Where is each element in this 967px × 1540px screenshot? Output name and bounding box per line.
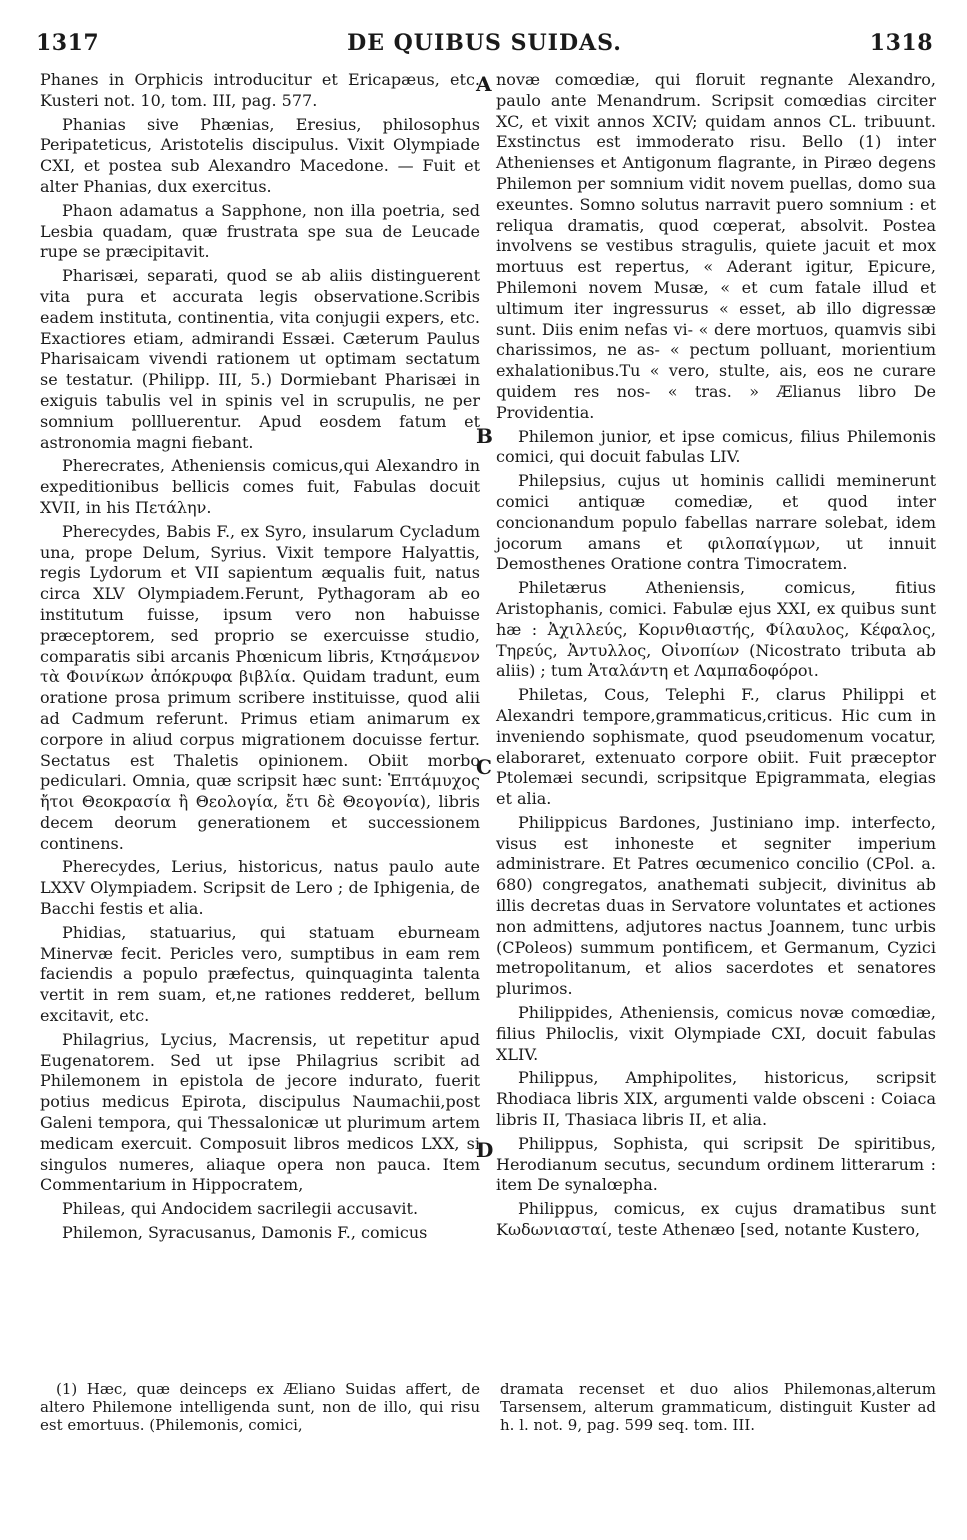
section-marker-d: D <box>476 1138 494 1162</box>
left-paragraph: Philemon, Syracusanus, Damonis F., comicus <box>62 1223 428 1243</box>
section-marker-a: A <box>476 72 492 96</box>
page-number-right: 1318 <box>869 30 933 56</box>
section-marker-b: B <box>476 424 493 448</box>
footnote-text-left: (1) Hæc, quæ deinceps ex Æliano Suidas affert, de altero Philemone intelligenda sunt, non de illo, qui risu est emortuus. (Philemonis, comici, <box>40 1380 480 1434</box>
right-paragraph: Philippus, Amphipolites, historicus, scripsit Rhodiaca libris XIX, argumenti valde obsceni : Coiaca libris II, Thasiaca libris II, et alia. <box>496 1068 936 1130</box>
right-paragraph: Philetærus Atheniensis, comicus, fitius Aristophanis, comici. Fabulæ ejus XXI, ex quibus sunt hæ : Ἀχιλλεύς, Κορινθιαστής, Φίλαυλος, Κέφαλος, Τηρεύς, Ἀντυλλος, Οἰνοπίων (Nicostrato tributa ab aliis) ; tum Ἀταλάντη et Λαμπαδοφόροι. <box>496 578 936 681</box>
footnote-text-right: dramata recenset et duo alios Philemonas,alterum Tarsensem, alterum grammaticum, distinguit Kuster ad h. l. not. 9, pag. 599 seq. tom. III. <box>500 1380 936 1434</box>
right-paragraph: Philepsius, cujus ut hominis callidi meminerunt comici antiquæ comediæ, et quod inter concionandum populo fabellas narrare solebat, idem jocorum amans et φιλοπαίγμων, ut innuit Demosthenes Oratione contra Timocratem. <box>496 471 936 574</box>
right-paragraph: Philemon junior, et ipse comicus, filius Philemonis comici, qui docuit fabulas LIV. <box>496 426 936 467</box>
left-paragraph: Phanias sive Phænias, Eresius, philosophus Peripateticus, Aristotelis discipulus. Vixit Olympiade CXI, et postea sub Alexandro Macedone. — Fuit et alter Phanias, dux exercitus. <box>40 114 480 196</box>
left-paragraph: Phaon adamatus a Sapphone, non illa poetria, sed Lesbia quadam, quæ frustrata spe sua de Leucade rupe se præcipitavit. <box>40 200 480 262</box>
right-paragraph: Philetas, Cous, Telephi F., clarus Philippi et Alexandri tempore,grammaticus,criticus. Hic cum in inveniendo sophismate, quod pseudomenum vocatur, elaboraret, extenuato corpore obiit. Fuit præceptor Ptolemæi secundi, scripsitque Epigrammata, elegias et alia. <box>496 685 936 809</box>
right-paragraph: Philippicus Bardones, Justiniano imp. interfecto, visus est inhoneste et segniter imperium administrare. Et Patres œcumenico concilio (CPol. a. 680) congregatos, anathemati subjecit, divinitus ab illis decretas duas in Servatore voluntates et actiones non admittens, adjutores nactus Joannem, tunc urbis (CPoleos) summum pontificem, et Germanum, Cyzici metropolitanum, et alios sacerdotes et senatores plurimos. <box>496 812 936 999</box>
right-paragraph: novæ comœdiæ, qui floruit regnante Alexandro, paulo ante Menandrum. Scripsit comœdias circiter XC, et vixit annos XCIV; quidam annos CL. tribuunt. Exstinctus est immoderato risu. Bello (1) inter Athenienses et Antigonum flagrante, in Piræo degens Philemon per somnium vidit novem puellas, domo sua exeuntes. Somno solutus narravit puero somnium : et reliqua dramatis, quod cœperat, absolvit. Postea involvens se vestibus stragulis, quiete jacuit et mox mortuus est repertus, « Aderant igitur, Epicure, Philemoni novem Musæ, « et cum fatale illud et ultimum iter ingressurus « esset, ab illo digressæ sunt. Diis enim nefas vi- « dere mortuos, quamvis sibi charissimos, ne as- « pectum polluant, morientium exhalationibus.Tu « vero, stulte, ais, eos ne curare quidem res nos- « tras. » Ælianus libro De Providentia. <box>496 70 936 422</box>
left-paragraph: Pherecrates, Atheniensis comicus,qui Alexandro in expeditionibus bellicis comes fuit, Fabulas docuit XVII, in his Πετάλην. <box>40 456 480 517</box>
running-title: DE QUIBUS SUIDAS. <box>347 30 622 56</box>
left-paragraph: Pharisæi, separati, quod se ab aliis distinguerent vita pura et accurata legis observatione.Scribis eadem instituta, continentia, vita conjugii expers, etc. Exactiores etiam, admirandi Essæi. Cæterum Paulus Pharisaicam vivendi rationem ut optimam sectatum se testatur. (Philipp. III, 5.) Dormiebant Pharisæi in exiguis tabulis vel in spinis vel in scrupulis, ne per somnium pollluerentur. Apud eosdem fatum et astronomia magni fiebant. <box>40 266 480 452</box>
left-paragraph: Phanes in Orphicis introducitur et Ericapæus, etc. Kusteri not. 10, tom. III, pag. 577. <box>40 70 480 110</box>
left-paragraph: Pherecydes, Lerius, historicus, natus paulo aute LXXV Olympiadem. Scripsit de Lero ; de Iphigenia, de Bacchi festis et alia. <box>40 857 480 919</box>
section-marker-c: C <box>476 755 492 779</box>
left-paragraph: Phidias, statuarius, qui statuam eburneam Minervæ fecit. Pericles vero, sumptibus in eam rem faciendis a populo præfectus, quinquaginta talenta vertit in rem suam, et,ne rationes redderet, bellum excitavit, etc. <box>40 922 480 1026</box>
page-header <box>36 30 933 62</box>
left-column <box>40 70 480 1247</box>
right-column <box>496 70 936 1244</box>
right-paragraph: Philippus, Sophista, qui scripsit De spiritibus, Herodianum secutus, secundum ordinem litterarum : item De synalœpha. <box>496 1133 936 1195</box>
right-paragraph: Philippides, Atheniensis, comicus novæ comœdiæ, filius Philoclis, vixit Olympiade CXI, docuit fabulas XLIV. <box>496 1003 936 1064</box>
left-paragraph: Philagrius, Lycius, Macrensis, ut repetitur apud Eugenatorem. Sed ut ipse Philagrius scribit ad Philemonem in epistola de jecore indurato, fuerit potius medicus Epirota, discipulus Naumachii,post Galeni tempora, qui Thessalonicæ ut plurimum artem medicam exercuit. Composuit libros medicos LXX, si singulos numeres, aliaque opera non pauca. Item Commentarium in Hippocratem, <box>40 1029 480 1195</box>
left-paragraph: Pherecydes, Babis F., ex Syro, insularum Cycladum una, prope Delum, Syrius. Vixit tempore Halyattis, regis Lydorum et VII sapientum æqualis fuit, natus circa XLV Olympiadem.Ferunt, Pythagoram ab eo institutum fuisse, ipsum vero non habuisse præceptorem, sed proprio se exercuisse studio, comparatis sibi arcanis Phœnicum libris, Κτησάμενον τὰ Φοινίκων ἀπόκρυφα βιβλία. Quidam tradunt, eum oratione prosa primum scribere instituisse, quod alii ad Cadmum referunt. Primus etiam animarum ex corpore in aliud corpus migrationem docuisse fertur. Sectatus est Thaletis opinionem. Obiit morbo pediculari. Omnia, quæ scripsit hæc sunt: Ἑπτάμυχος ἤτοι Θεοκρασία ἢ Θεολογία, ἔτι δὲ Θεογονία), libris decem deorum generationem et successionem continens. <box>40 521 480 853</box>
right-paragraph: Philippus, comicus, ex cujus dramatibus sunt Κωδωνιασταί, teste Athenæo [sed, notante Kustero, <box>496 1199 936 1240</box>
footnote-left <box>40 1380 480 1434</box>
page-number-left: 1317 <box>36 30 100 56</box>
footnote-right <box>500 1380 936 1434</box>
left-paragraph: Phileas, qui Andocidem sacrilegii accusavit. <box>62 1199 419 1219</box>
